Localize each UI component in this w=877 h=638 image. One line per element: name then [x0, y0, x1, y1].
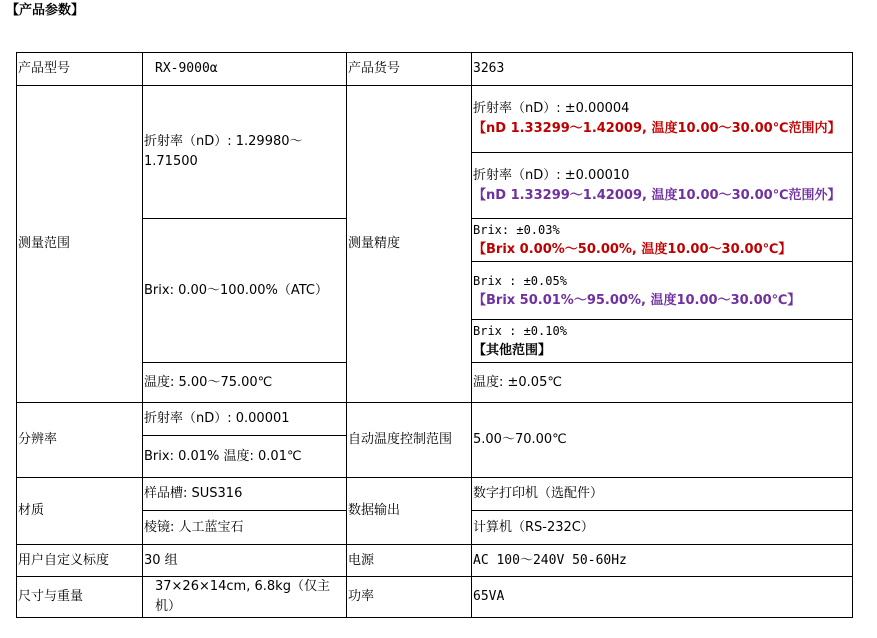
- accuracy-cell-4: [472, 262, 853, 320]
- material-prism: 棱镜: 人工蓝宝石: [143, 511, 347, 545]
- data-output-printer: 数字打印机（选配件）: [472, 478, 853, 511]
- table-row: [17, 53, 853, 86]
- accuracy-cell-3: [472, 219, 853, 262]
- table-row: [17, 86, 853, 153]
- accuracy-temp: 温度: ±0.05℃: [472, 363, 853, 403]
- accuracy-brix-mid-note: 【Brix 50.01%～95.00%, 温度10.00～30.00℃】: [473, 292, 801, 308]
- accuracy-label: 测量精度: [347, 86, 472, 403]
- range-ri: 折射率（nD）: 1.29980～1.71500: [143, 86, 347, 219]
- accuracy-ri-outer-note: 【nD 1.33299～1.42009, 温度10.00～30.00℃范围外】: [473, 187, 841, 203]
- resolution-ri: 折射率（nD）: 0.00001: [143, 403, 347, 436]
- table-row: [17, 403, 853, 436]
- size-label: 尺寸与重量: [17, 577, 143, 618]
- range-label: 测量范围: [17, 86, 143, 403]
- table-row: [17, 478, 853, 511]
- data-output-label: 数据输出: [347, 478, 472, 545]
- sku-label: 产品货号: [347, 53, 472, 86]
- size-value: 37×26×14cm, 6.8kg（仅主机）: [143, 577, 347, 618]
- spec-table: [16, 52, 853, 618]
- accuracy-ri-outer: 折射率（nD）: ±0.00010: [473, 167, 630, 183]
- accuracy-cell-1: [472, 86, 853, 153]
- resolution-label: 分辨率: [17, 403, 143, 478]
- accuracy-ri-inner: 折射率（nD）: ±0.00004: [473, 101, 630, 116]
- sku-value: 3263: [472, 53, 853, 86]
- accuracy-cell-5: [472, 320, 853, 363]
- model-value: RX-9000α: [143, 53, 347, 86]
- temp-control-value: 5.00～70.00℃: [472, 403, 853, 478]
- scale-value: 30 组: [143, 545, 347, 577]
- power-supply-label: 电源: [347, 545, 472, 577]
- material-cell: 样品槽: SUS316: [143, 478, 347, 511]
- temp-control-label: 自动温度控制范围: [347, 403, 472, 478]
- range-brix: Brix: 0.00～100.00%（ATC）: [143, 219, 347, 363]
- material-label: 材质: [17, 478, 143, 545]
- section-heading: 【产品参数】: [6, 3, 85, 18]
- accuracy-brix-mid: Brix : ±0.05%: [473, 273, 567, 288]
- table-row: [17, 577, 853, 618]
- resolution-brix-temp: Brix: 0.01% 温度: 0.01℃: [143, 436, 347, 478]
- accuracy-brix-low: Brix: ±0.03%: [473, 223, 560, 237]
- power-label: 功率: [347, 577, 472, 618]
- scale-label: 用户自定义标度: [17, 545, 143, 577]
- power-value: 65VA: [472, 577, 853, 618]
- accuracy-ri-inner-note: 【nD 1.33299～1.42009, 温度10.00～30.00℃范围内】: [473, 121, 841, 136]
- accuracy-brix-other-note: 【其他范围】: [473, 343, 552, 358]
- range-temp: 温度: 5.00～75.00℃: [143, 363, 347, 403]
- accuracy-cell-2: [472, 153, 853, 219]
- data-output-pc: 计算机（RS-232C）: [472, 511, 853, 545]
- table-row: [17, 545, 853, 577]
- accuracy-brix-low-note: 【Brix 0.00%～50.00%, 温度10.00～30.00℃】: [473, 242, 792, 257]
- accuracy-brix-other: Brix : ±0.10%: [473, 324, 567, 338]
- power-supply-value: AC 100～240V 50-60Hz: [472, 545, 853, 577]
- model-label: 产品型号: [17, 53, 143, 86]
